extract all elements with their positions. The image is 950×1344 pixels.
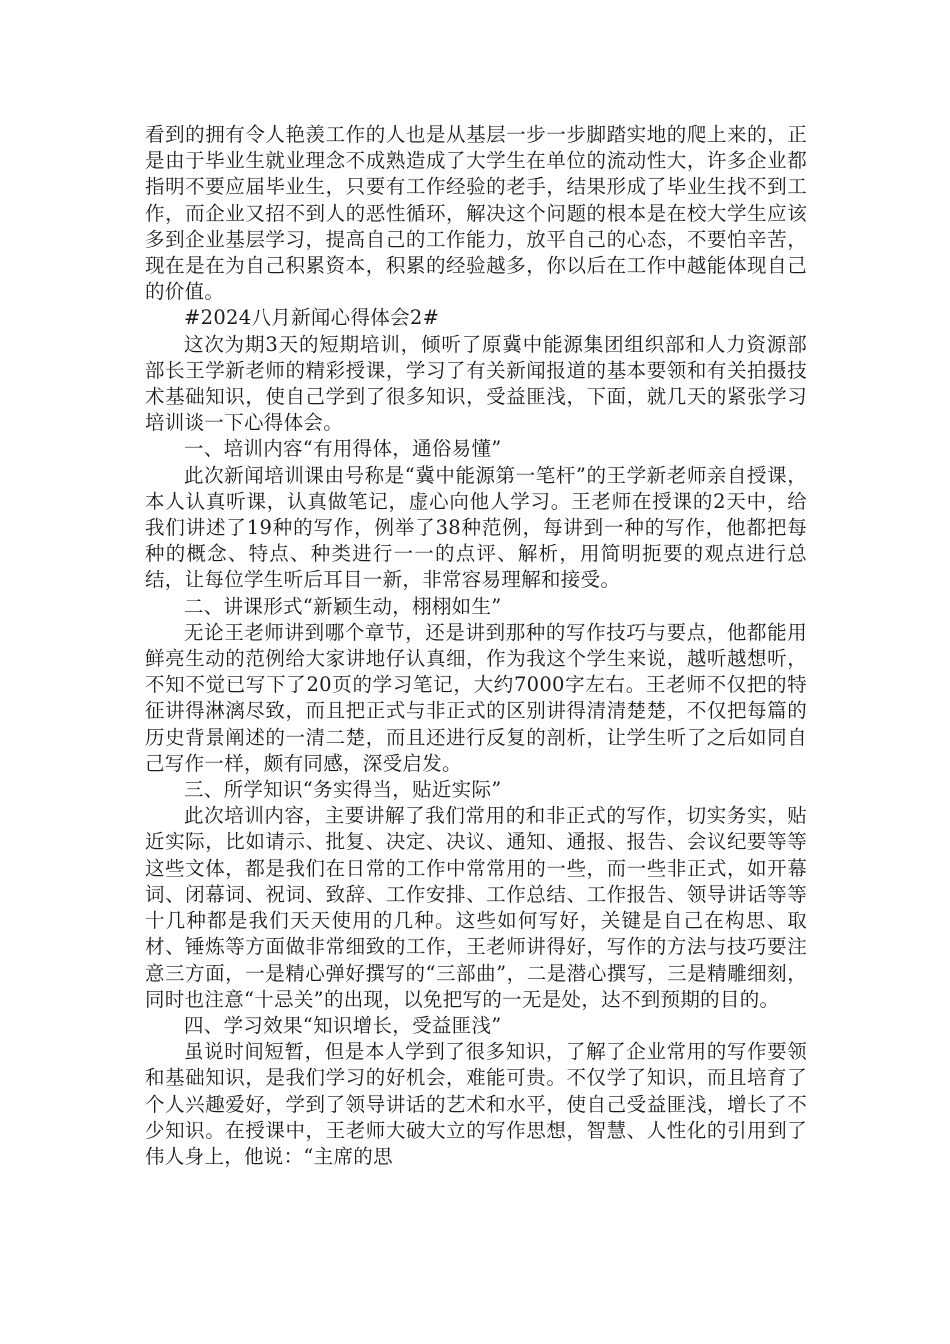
paragraph-teaching-form: 无论王老师讲到哪个章节，还是讲到那种的写作技巧与要点，他都能用鲜亮生动的范例给大家讲地仔认真细，作为我这个学生来说，越听越想听，不知不觉已写下了20页的学习笔记，大约7000字左右。王老师不仅把的特征讲得淋漓尽致，而且把正式与非正式的区别讲得清清楚楚，不仅把每篇的历史背景阐述的一清二楚，而且还进行反复的剖析，让学生听了之后如同自己写作一样，颇有同感，深受启发。 [145, 620, 807, 775]
section-heading-2024: #2024八月新闻心得体会2# [184, 306, 440, 330]
paragraph-knowledge: 此次培训内容，主要讲解了我们常用的和非正式的写作，切实务实，贴近实际，比如请示、批复、决定、决议、通知、通报、报告、会议纪要等等这些文体，都是我们在日常的工作中常常用的一些，而一些非正式，如开幕词、闭幕词、祝词、致辞、工作安排、工作总结、工作报告、领导讲话等等十几种都是我们天天使用的几种。这些如何写好，关键是自己在构思、取材、锤炼等方面做非常细致的工作，王老师讲得好，写作的方法与技巧要注意三方面，一是精心弹好撰写的“三部曲”，二是潜心撰写，三是精雕细刻，同时也注意“十忌关”的出现，以免把写的一无是处，达不到预期的目的。 [145, 804, 807, 1011]
paragraph-1: 看到的拥有令人艳羡工作的人也是从基层一步一步脚踏实地的爬上来的，正是由于毕业生就业理念不成熟造成了大学生在单位的流动性大，许多企业都指明不要应届毕业生，只要有工作经验的老手，结果形成了毕业生找不到工作，而企业又招不到人的恶性循环，解决这个问题的根本是在校大学生应该多到企业基层学习，提高自己的工作能力，放平自己的心态，不要怕辛苦，现在是在为自己积累资本，积累的经验越多，你以后在工作中越能体现自己的价值。 [145, 123, 807, 304]
heading-teaching-form: 二、讲课形式“新颖生动，栩栩如生” [184, 594, 502, 618]
document-body [145, 122, 807, 1170]
heading-knowledge: 三、所学知识“务实得当，贴近实际” [184, 778, 502, 802]
paragraph-intro: 这次为期3天的短期培训，倾听了原冀中能源集团组织部和人力资源部部长王学新老师的精彩授课，学习了有关新闻报道的基本要领和有关拍摄技术基础知识，使自己学到了很多知识，受益匪浅，下面，就几天的紧张学习培训谈一下心得体会。 [145, 332, 807, 435]
paragraph-learning-effect: 虽说时间短暂，但是本人学到了很多知识，了解了企业常用的写作要领和基础知识，是我们学习的好机会，难能可贵。不仅学了知识，而且培育了个人兴趣爱好，学到了领导讲话的艺术和水平，使自己受益匪浅，增长了不少知识。在授课中，王老师大破大立的写作思想，智慧、人性化的引用到了伟人身上，他说：“主席的思 [145, 1040, 807, 1168]
paragraph-training-content: 此次新闻培训课由号称是“冀中能源第一笔杆”的王学新老师亲自授课，本人认真听课，认真做笔记，虚心向他人学习。王老师在授课的2天中，给我们讲述了19种的写作，例举了38种范例，每讲到一种的写作，他都把每种的概念、特点、种类进行一一的点评、解析，用简明扼要的观点进行总结，让每位学生听后耳目一新，非常容易理解和接受。 [145, 463, 807, 592]
heading-training-content: 一、培训内容“有用得体，通俗易懂” [184, 437, 502, 461]
heading-learning-effect: 四、学习效果“知识增长，受益匪浅” [184, 1013, 502, 1037]
